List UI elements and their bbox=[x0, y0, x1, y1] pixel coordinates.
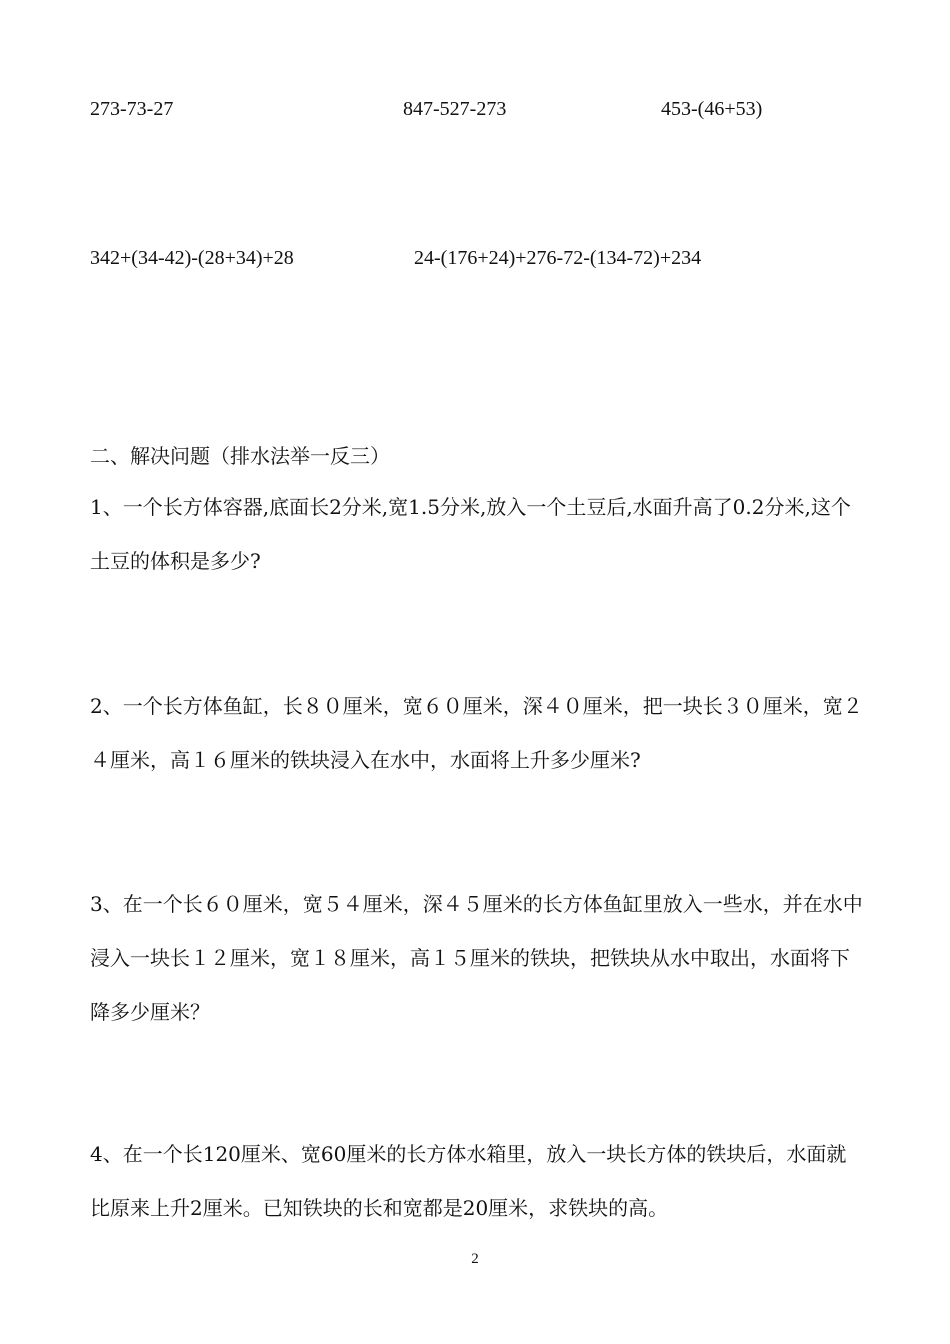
problem-4: 4、在一个长120厘米、宽60厘米的长方体水箱里，放入一块长方体的铁块后，水面就比原来上升2厘米。已知铁块的长和宽都是20厘米，求铁块的高。 bbox=[90, 1142, 847, 1220]
expression-5: 24-(176+24)+276-72-(134-72)+234 bbox=[414, 247, 702, 269]
problem-3: 3、在一个长６０厘米，宽５４厘米，深４５厘米的长方体鱼缸里放入一些水，并在水中浸入一块长１２厘米，宽１８厘米，高１５厘米的铁块，把铁块从水中取出，水面将下降多少厘米？ bbox=[90, 892, 863, 1024]
expression-3: 453-(46+53) bbox=[661, 98, 763, 120]
problem-2: 2、一个长方体鱼缸，长８０厘米，宽６０厘米，深４０厘米，把一块长３０厘米，宽２４厘米，高１６厘米的铁块浸入在水中，水面将上升多少厘米? bbox=[90, 694, 863, 772]
problem-1: 1、一个长方体容器,底面长2分米,宽1.5分米,放入一个土豆后,水面升高了0.2分米,这个土豆的体积是多少? bbox=[90, 495, 851, 573]
section-heading: 二、解决问题（排水法举一反三） bbox=[90, 444, 390, 468]
expression-4: 342+(34-42)-(28+34)+28 bbox=[90, 247, 294, 269]
page-number: 2 bbox=[471, 1251, 479, 1267]
expression-1: 273-73-27 bbox=[90, 98, 174, 120]
expression-2: 847-527-273 bbox=[403, 98, 507, 120]
